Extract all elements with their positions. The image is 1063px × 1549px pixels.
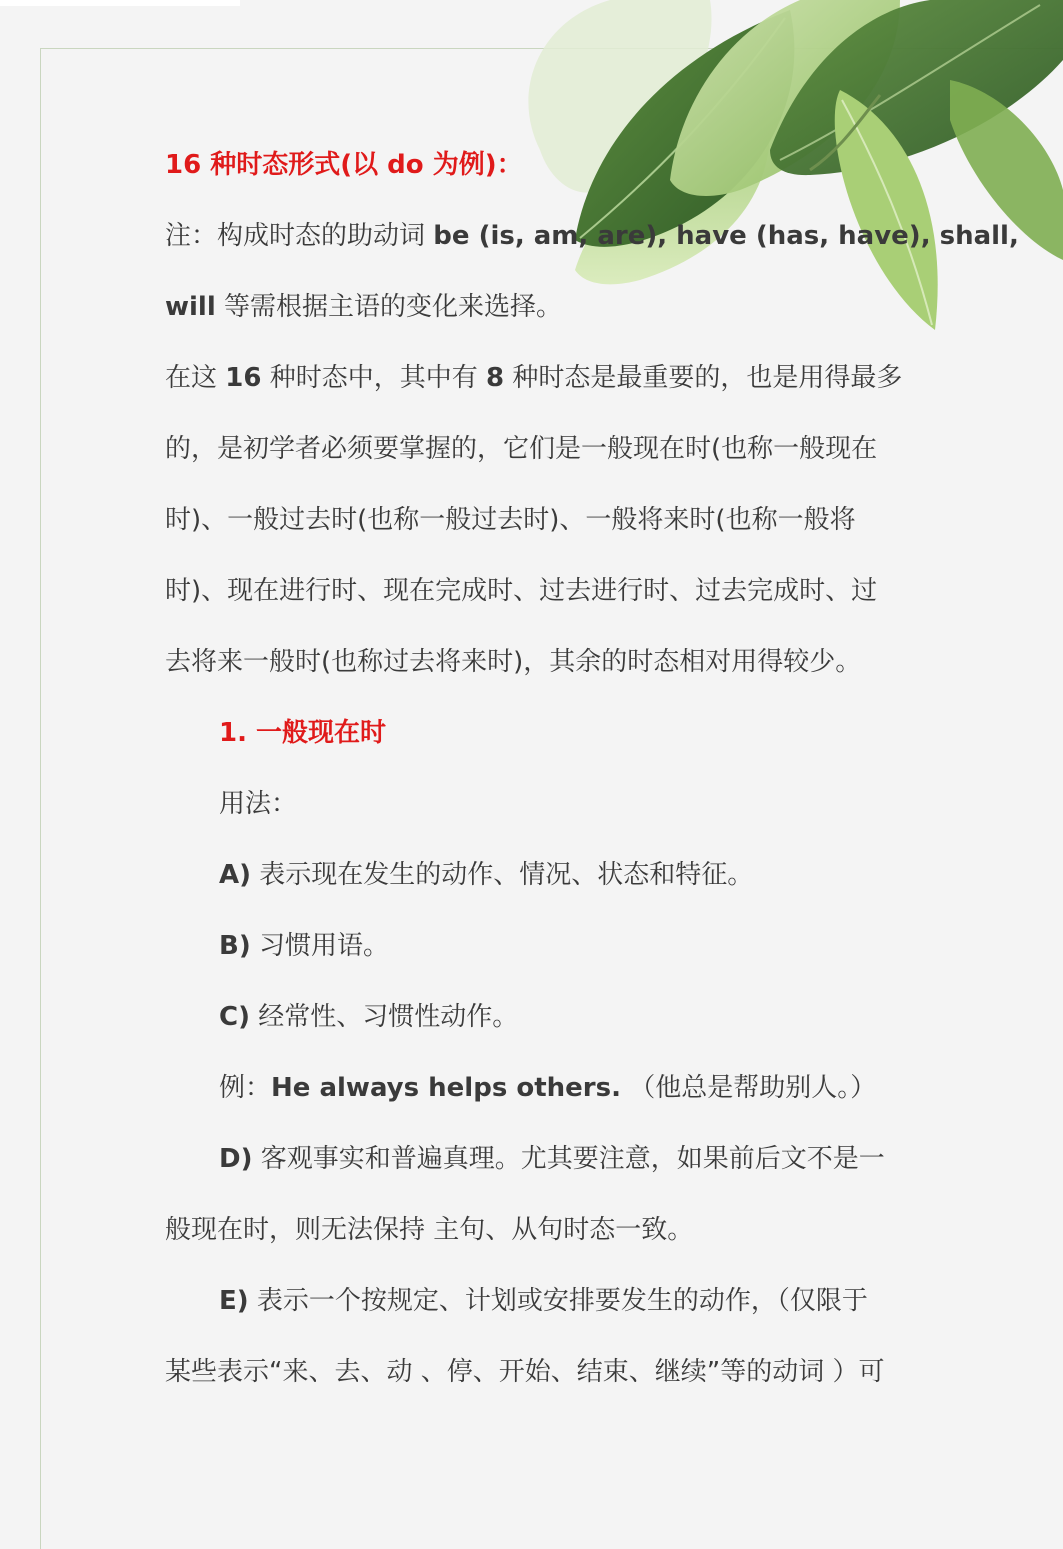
usage-item-c: C) 经常性、习惯性动作。 — [219, 1002, 519, 1032]
page-title: 16 种时态形式(以 do 为例)： — [165, 150, 523, 180]
intro-line-2: 的，是初学者必须要掌握的，它们是一般现在时(也称一般现在 — [165, 434, 878, 464]
usage-label: 用法： — [219, 789, 298, 819]
document-body — [165, 130, 1019, 1408]
note-line-2: will 等需根据主语的变化来选择。 — [165, 292, 563, 322]
usage-item-a: A) 表示现在发生的动作、情况、状态和特征。 — [219, 860, 754, 890]
top-strip — [0, 0, 240, 6]
intro-line-5: 去将来一般时(也称过去将来时)，其余的时态相对用得较少。 — [165, 647, 862, 677]
example-sentence: 例：He always helps others. （他总是帮助别人。） — [219, 1073, 877, 1103]
note-line-1: 注：构成时态的助动词 be (is, am, are), have (has, have), shall, — [165, 221, 1019, 251]
intro-line-4: 时)、现在进行时、现在完成时、过去进行时、过去完成时、过 — [165, 576, 878, 606]
usage-item-e: E) 表示一个按规定、计划或安排要发生的动作，（仅限于 — [219, 1286, 868, 1316]
section-heading: 1. 一般现在时 — [219, 718, 387, 748]
usage-item-b: B) 习惯用语。 — [219, 931, 389, 961]
usage-item-e-continued: 某些表示“来、去、动 、停、开始、结束、继续”等的动词 ）可 — [165, 1357, 885, 1387]
intro-line-1: 在这 16 种时态中，其中有 8 种时态是最重要的，也是用得最多 — [165, 363, 903, 393]
intro-line-3: 时)、一般过去时(也称一般过去时)、一般将来时(也称一般将 — [165, 505, 856, 535]
usage-item-d-continued: 般现在时，则无法保持 主句、从句时态一致。 — [165, 1215, 694, 1245]
usage-item-d: D) 客观事实和普遍真理。尤其要注意，如果前后文不是一 — [219, 1144, 885, 1174]
